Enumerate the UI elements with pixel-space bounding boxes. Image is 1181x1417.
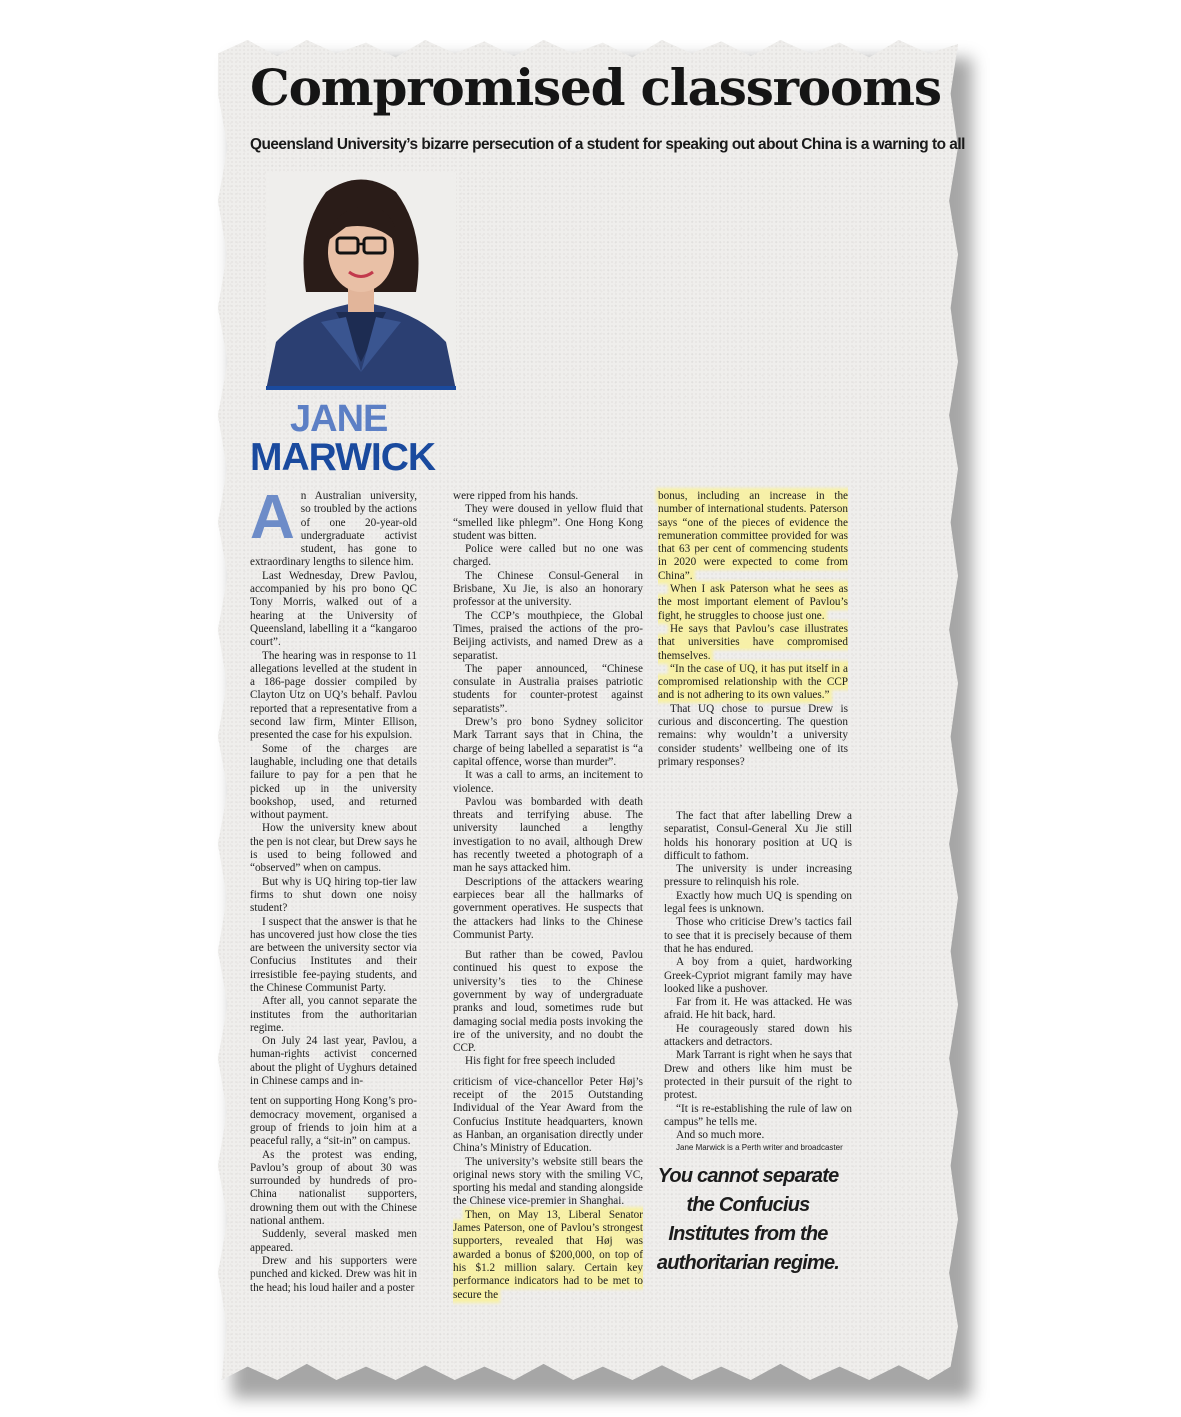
paragraph: The CCP’s mouthpiece, the Global Times, praised the actions of the pro-Beijing activists, and named Drew as a separatist. — [453, 609, 643, 662]
paragraph: tent on supporting Hong Kong’s pro-democracy movement, organised a group of friends to join him at a peaceful rally, a “sit-in” on campus. — [250, 1095, 417, 1148]
paragraph: But why is UQ hiring top-tier law firms to shut down one noisy student? — [250, 875, 417, 915]
paragraph: Drew’s pro bono Sydney solicitor Mark Tarrant says that in China, the charge of being labelled a separatist is “a capital offence, worse than murder”. — [453, 716, 643, 768]
paragraph: As the protest was ending, Pavlou’s group of about 30 was surrounded by hundreds of pro-China nationalist supporters, drowning them out with the Chinese national anthem. — [250, 1148, 417, 1228]
byline-first-name: JANE — [290, 398, 388, 440]
paragraph: Some of the charges are laughable, including one that details failure to pay for a pen that he picked up in the university bookshop, used, and returned without payment. — [250, 742, 417, 822]
column-1 — [250, 483, 418, 1295]
author-photo — [266, 172, 456, 390]
paragraph: Police were called but no one was charged. — [453, 543, 643, 569]
paragraph: Pavlou was bombarded with death threats and terrifying abuse. The university launched a lengthy investigation to no avail, although Drew has recently tweeted a photograph of a man he says attacked him. — [453, 795, 643, 875]
paragraph: It was a call to arms, an incitement to violence. — [453, 769, 643, 795]
paragraph-highlighted — [453, 1209, 643, 1302]
highlighted-text: bonus, including an increase in the number of international students. Paterson says “one of the pieces of evidence the remuneration committee provided for was that 63 per cent of commencing students in 2020 were expected to come from China”. — [658, 490, 848, 582]
column-2 — [453, 490, 643, 1302]
paragraph: The university is under increasing pressure to relinquish his role. — [664, 863, 852, 889]
paragraph: Drew and his supporters were punched and kicked. Drew was hit in the head; his loud hailer and a poster — [250, 1254, 417, 1294]
paragraph: n Australian university, so troubled by the actions of one 20-year-old undergraduate activist student, has gone to extraordinary lengths to silence him. — [250, 490, 417, 569]
headline: Compromised classrooms — [250, 58, 941, 117]
paragraph-highlighted — [658, 623, 848, 663]
highlighted-text: When I ask Paterson what he sees as the most important element of Pavlou’s fight, he struggles to choose just one. — [658, 583, 848, 622]
paragraph: criticism of vice-chancellor Peter Høj’s receipt of the 2015 Outstanding Individual of the Year Award from the Confucius Institute headquarters, known as Hanban, an organisation directly under China’s Ministry of Education. — [453, 1075, 643, 1155]
paragraph-highlighted — [658, 663, 848, 703]
paragraph-highlighted — [658, 490, 848, 583]
paragraph: Last Wednesday, Drew Pavlou, accompanied by his pro bono QC Tony Morris, walked out of a hearing at the University of Queensland, labelling it a “kangaroo court”. — [250, 569, 417, 649]
paragraph: He courageously stared down his attackers and detractors. — [664, 1022, 852, 1049]
paragraph: That UQ chose to pursue Drew is curious and disconcerting. The question remains: why wouldn’t a university consider students’ wellbeing one of its primary responses? — [658, 702, 848, 768]
paragraph: How the university knew about the pen is not clear, but Drew says he is used to being followed and “observed” when on campus. — [250, 822, 418, 875]
paragraph: The Chinese Consul-General in Brisbane, Xu Jie, is also an honorary professor at the university. — [453, 569, 643, 609]
column-3 — [658, 490, 848, 769]
paragraph: were ripped from his hands. — [453, 490, 579, 502]
paragraph: The hearing was in response to 11 allegations levelled at the student in a 186-page dossier compiled by Clayton Utz on UQ’s behalf. Pavlou reported that a representative from a second law firm, Minter Ellison, presented the case for his expulsion. — [250, 649, 417, 742]
highlighted-text: “In the case of UQ, it has put itself in a compromised relationship with the CCP and is not adhering to its own values.” — [658, 662, 848, 702]
highlighted-text: Then, on May 13, Liberal Senator James Paterson, one of Pavlou’s strongest supporters, revealed that Høj was awarded a bonus of $200,000, on top of his $1.2 million salary. Certain key performance indicators had to be met to secure the — [453, 1208, 643, 1301]
paragraph: A boy from a quiet, hardworking Greek-Cypriot migrant family may have looked like a pushover. — [664, 956, 852, 995]
paragraph: On July 24 last year, Pavlou, a human-rights activist concerned about the plight of Uyghurs detained in Chinese camps and in- — [250, 1035, 417, 1088]
column-3-lower — [664, 810, 852, 1153]
paragraph: The university’s website still bears the original news story with the smiling VC, sporting his medal and standing alongside the Chinese vice-premier in Shanghai. — [453, 1155, 643, 1208]
paragraph: But rather than be cowed, Pavlou continued his quest to expose the university’s ties to the Chinese government by way of undergraduate pranks and loud, sometimes rude but damaging social media posts invoking the ire of the university, and no doubt the CCP. — [453, 949, 643, 1055]
paragraph: After all, you cannot separate the institutes from the authoritarian regime. — [250, 995, 417, 1034]
paragraph-highlighted — [658, 583, 848, 623]
standfirst: Queensland University’s bizarre persecution of a student for speaking out about China is a warning to all — [250, 136, 965, 153]
paragraph: They were doused in yellow fluid that “smelled like phlegm”. One Hong Kong student was bitten. — [453, 503, 643, 542]
paragraph: Exactly how much UQ is spending on legal fees is unknown. — [664, 889, 852, 916]
drop-cap: A — [250, 483, 295, 552]
paragraph: Those who criticise Drew’s tactics fail to see that it is precisely because of them that he has endured. — [664, 916, 852, 955]
author-tagline: Jane Marwick is a Perth writer and broadcaster — [676, 1143, 843, 1153]
byline-last-name: MARWICK — [250, 436, 436, 479]
paragraph: Mark Tarrant is right when he says that Drew and others like him must be protected in their pursuit of the right to protest. — [664, 1049, 852, 1102]
paragraph: “It is re-establishing the rule of law on campus” he tells me. — [664, 1102, 852, 1128]
paragraph: The paper announced, “Chinese consulate in Australia praises patriotic students for counter-protest against separatists”. — [453, 662, 643, 715]
pull-quote: You cannot separate the Confucius Institutes from the authoritarian regime. — [656, 1165, 840, 1274]
paragraph: The fact that after labelling Drew a separatist, Consul-General Xu Jie still holds his honorary position at UQ is difficult to fathom. — [664, 810, 852, 862]
paragraph: Suddenly, several masked men appeared. — [250, 1228, 417, 1254]
paragraph: Descriptions of the attackers wearing earpieces bear all the hallmarks of government operatives. He suspects that the attackers had links to the Chinese Communist Party. — [453, 875, 643, 941]
paragraph: Far from it. He was attacked. He was afraid. He hit back, hard. — [664, 996, 852, 1022]
highlighted-text: He says that Pavlou’s case illustrates that universities have compromised themselves. — [658, 622, 848, 662]
paragraph: His fight for free speech included — [465, 1055, 616, 1068]
paragraph: And so much more. — [676, 1129, 765, 1142]
paragraph: I suspect that the answer is that he has uncovered just how close the ties are between the university sector via Confucius Institutes and their irresistible fee-paying students, and the Chinese Communist Party. — [250, 915, 417, 994]
